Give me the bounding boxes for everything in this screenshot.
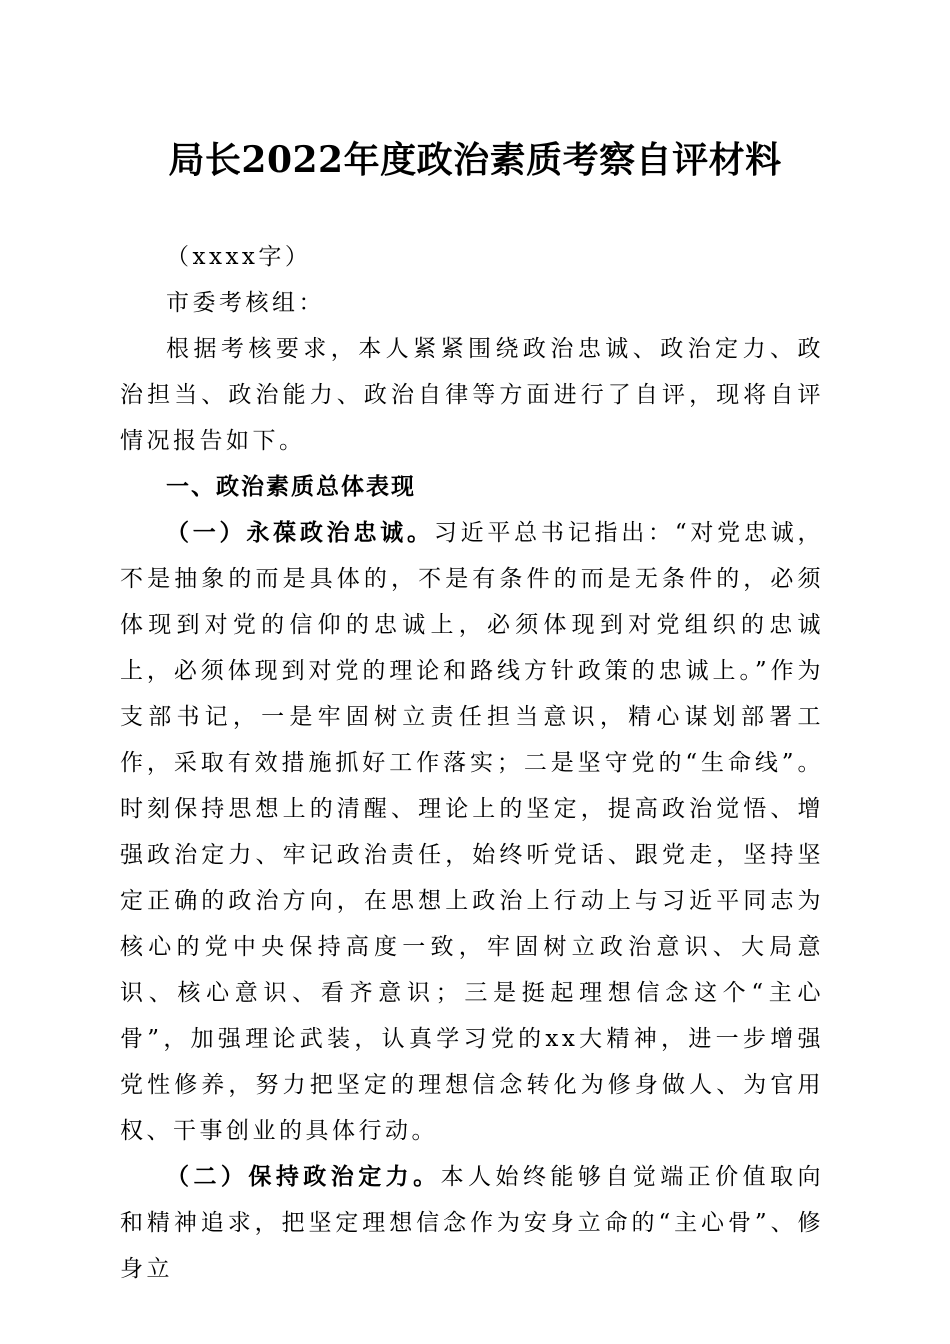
item-1-lead: （一）永葆政治忠诚。 [166, 519, 434, 546]
salutation: 市委考核组： [166, 290, 325, 316]
item-1-text: 习近平总书记指出：“对党忠诚，不是抽象的而是具体的，不是有条件的而是无条件的，必须体现到对党的信仰的忠诚上，必须体现到对党组织的忠诚上，必须体现到对党的理论和路线方针政策的忠诚上。”作为支部书记，一是牢固树立责任担当意识，精心谋划部署工作，采取有效措施抓好工作落实；二是坚守党的“生命线”。时刻保持思想上的清醒、理论上的坚定，提高政治觉悟、增强政治定力、牢记政治责任，始终听党话、跟党走，坚持坚定正确的政治方向，在思想上政治上行动上与习近平同志为核心的党中央保持高度一致，牢固树立政治意识、大局意识、核心意识、看齐意识；三是挺起理想信念这个“主心骨”，加强理论武装，认真学习党的xx大精神，进一步增强党性修养，努力把坚定的理想信念转化为修身做人、为官用权、干事创业的具体行动。 [120, 520, 824, 1144]
paragraph-item-1 [120, 510, 824, 1154]
section-heading: 一、政治素质总体表现 [166, 474, 416, 500]
item-2-text: 本人始终能够自觉端正价值取向和精神追求，把坚定理想信念作为安身立命的“主心骨”、修身立 [120, 1164, 825, 1282]
paragraph-item-2 [120, 1154, 824, 1292]
item-2-lead: （二）保持政治定力。 [166, 1163, 441, 1190]
intro-paragraph: 根据考核要求，本人紧紧围绕政治忠诚、政治定力、政治担当、政治能力、政治自律等方面进行了自评，现将自评情况报告如下。 [120, 336, 824, 454]
document-title: 局长2022年度政治素质考察自评材料 [168, 139, 782, 181]
word-count-note: （xxxx字） [166, 244, 312, 270]
document-body [120, 234, 824, 1292]
